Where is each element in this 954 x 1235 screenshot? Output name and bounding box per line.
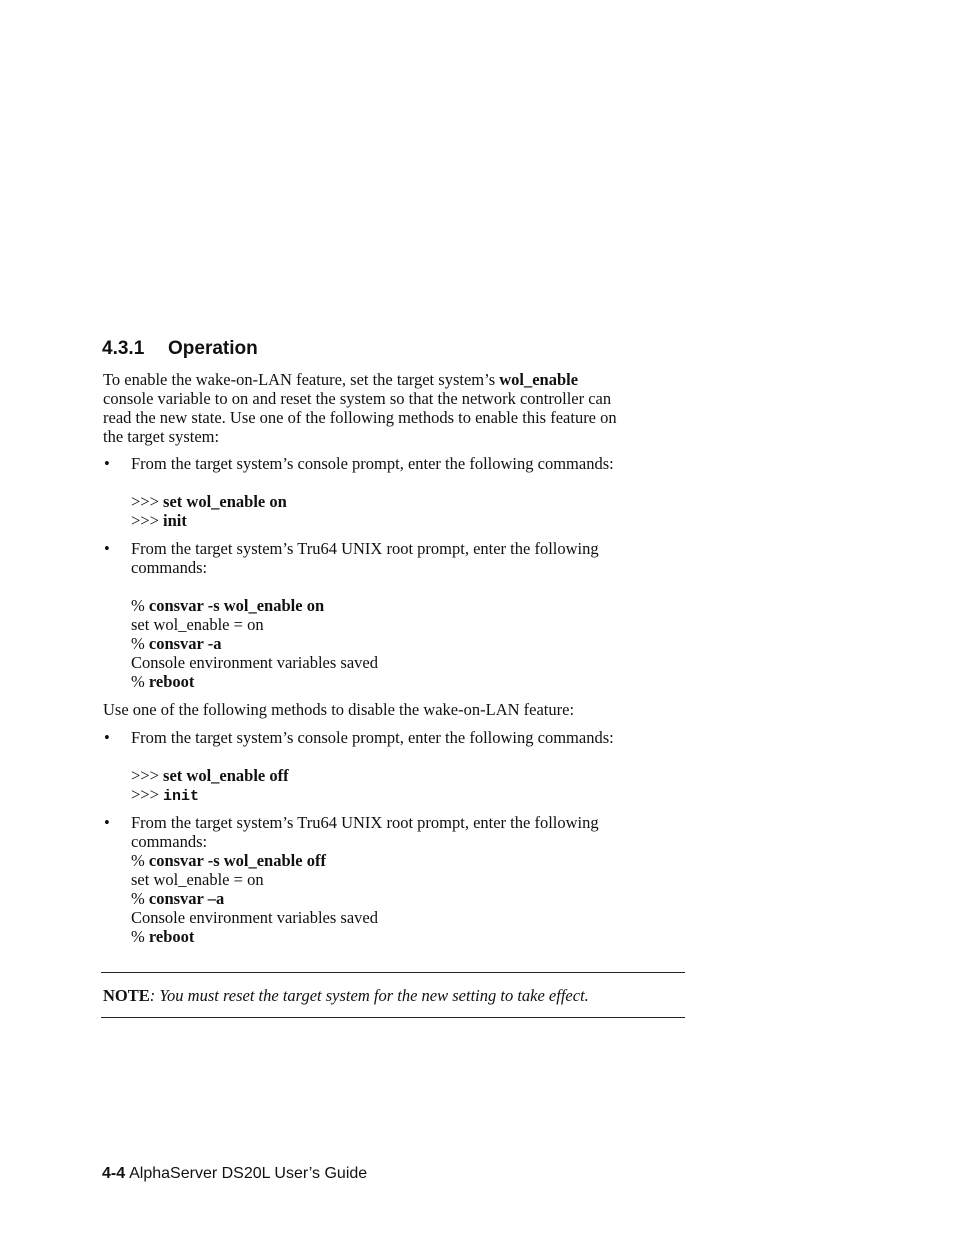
- command: init: [163, 788, 200, 805]
- command: set wol_enable off: [163, 766, 289, 785]
- prompt: %: [131, 672, 149, 691]
- section-title: Operation: [168, 338, 258, 359]
- command: reboot: [148, 672, 195, 691]
- command: consvar -a: [148, 634, 222, 653]
- note-bottom-rule: [101, 1017, 685, 1018]
- bullet-icon: •: [104, 813, 110, 832]
- enable-console-commands: [131, 492, 691, 530]
- command: consvar -s wol_enable on: [148, 596, 325, 615]
- bullet-icon: •: [104, 539, 110, 558]
- intro-paragraph: [103, 370, 683, 446]
- output: Console environment variables saved: [131, 908, 378, 927]
- disable-unix-line-1: From the target system’s Tru64 UNIX root prompt, enter the following: [131, 813, 599, 832]
- disable-unix-block: [131, 813, 691, 946]
- disable-console-text: From the target system’s console prompt, enter the following commands:: [131, 728, 614, 747]
- prompt: %: [131, 634, 149, 653]
- prompt: >>>: [131, 492, 164, 511]
- command: init: [163, 511, 187, 530]
- disable-intro: Use one of the following methods to disable the wake-on-LAN feature:: [103, 700, 575, 719]
- intro-line-4: the target system:: [103, 427, 220, 446]
- bullet-icon: •: [104, 454, 110, 473]
- command: set wol_enable on: [163, 492, 287, 511]
- output: set wol_enable = on: [131, 870, 264, 889]
- output: set wol_enable = on: [131, 615, 264, 634]
- intro-line-3: read the new state. Use one of the following methods to enable this feature on: [103, 408, 617, 427]
- enable-console-text: From the target system’s console prompt, enter the following commands:: [131, 454, 614, 473]
- prompt: %: [131, 596, 149, 615]
- prompt: >>>: [131, 785, 164, 804]
- section-number: 4.3.1: [102, 338, 145, 359]
- section-heading: [102, 338, 258, 360]
- command: consvar -s wol_enable off: [148, 851, 326, 870]
- intro-line-2: console variable to on and reset the system so that the network controller can: [103, 389, 612, 408]
- book-title: AlphaServer DS20L User’s Guide: [129, 1165, 368, 1182]
- output: Console environment variables saved: [131, 653, 378, 672]
- enable-unix-line-1: From the target system’s Tru64 UNIX root prompt, enter the following: [131, 539, 599, 558]
- enable-unix-text: [131, 539, 691, 577]
- disable-unix-line-2: commands:: [131, 832, 208, 851]
- command: reboot: [148, 927, 195, 946]
- prompt: %: [131, 851, 149, 870]
- enable-unix-line-2: commands:: [131, 558, 208, 577]
- disable-console-commands: [131, 766, 691, 806]
- note-top-rule: [101, 972, 685, 973]
- prompt: %: [131, 927, 149, 946]
- enable-unix-commands: [131, 596, 691, 691]
- note-text: : You must reset the target system for the new setting to take effect.: [149, 986, 589, 1005]
- prompt: >>>: [131, 766, 164, 785]
- prompt: >>>: [131, 511, 164, 530]
- intro-text: To enable the wake-on-LAN feature, set the target system’s: [103, 370, 500, 389]
- intro-var: wol_enable: [499, 370, 579, 389]
- page-footer: [102, 1165, 367, 1183]
- page-number: 4-4: [102, 1165, 126, 1182]
- note-label: NOTE: [103, 986, 150, 1005]
- prompt: %: [131, 889, 149, 908]
- note: [103, 986, 589, 1005]
- command: consvar –a: [148, 889, 225, 908]
- bullet-icon: •: [104, 728, 110, 747]
